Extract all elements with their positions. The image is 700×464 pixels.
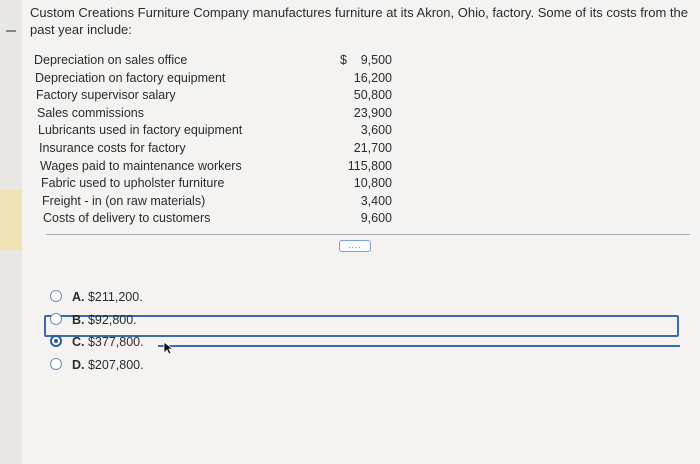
option-text: $207,800. (87, 357, 144, 372)
radio-icon[interactable] (50, 358, 62, 370)
cost-row (34, 122, 404, 140)
radio-selected-icon[interactable] (50, 335, 62, 347)
cost-row (34, 210, 404, 228)
ellipsis-icon: .... (348, 241, 362, 250)
radio-icon[interactable] (50, 313, 62, 325)
answer-options (50, 286, 144, 376)
cost-row (34, 140, 404, 158)
cost-label: Fabric used to upholster furniture (41, 176, 225, 191)
cost-value: 10,800 (353, 176, 392, 191)
left-side-tab (0, 190, 22, 250)
cost-value: 16,200 (353, 70, 392, 85)
cost-label: Factory supervisor salary (36, 88, 176, 103)
cost-value: 21,700 (353, 140, 392, 155)
cost-value: 3,600 (360, 123, 392, 138)
cost-row (34, 175, 404, 193)
cost-label: Wages paid to maintenance workers (40, 158, 242, 173)
cost-label: Sales commissions (37, 105, 144, 120)
cost-row (34, 105, 404, 123)
cost-value: 115,800 (347, 158, 392, 173)
option-a[interactable] (50, 286, 144, 309)
option-c[interactable] (50, 331, 144, 354)
option-letter: A. (72, 290, 85, 304)
option-text: $377,800. (87, 335, 144, 349)
section-divider (46, 234, 690, 235)
cost-row (34, 70, 404, 88)
option-letter: B. (72, 312, 85, 327)
cost-row (34, 193, 404, 211)
cost-value: 23,900 (353, 105, 392, 120)
left-margin-dash (6, 30, 16, 32)
more-info-button[interactable] (339, 240, 371, 252)
cost-label: Freight - in (on raw materials) (42, 193, 206, 208)
cost-row (34, 52, 404, 70)
cost-value: 9,500 (360, 53, 392, 67)
option-text: $211,200. (87, 290, 143, 304)
option-d[interactable] (50, 354, 144, 377)
option-letter: C. (72, 335, 85, 349)
option-text: $92,800. (87, 312, 137, 327)
option-letter: D. (72, 357, 85, 372)
cost-row (34, 158, 404, 176)
cost-table (34, 52, 404, 228)
option-b[interactable] (50, 309, 144, 332)
mouse-pointer-icon (162, 341, 176, 355)
cost-row (34, 87, 404, 105)
cost-label: Depreciation on sales office (34, 53, 188, 67)
cost-label: Costs of delivery to customers (43, 211, 211, 226)
cost-value: 50,800 (353, 88, 392, 103)
radio-icon[interactable] (50, 290, 62, 302)
question-intro: Custom Creations Furniture Company manufactures furniture at its Akron, Ohio, factory. Some of its costs from the past year include: (30, 5, 688, 37)
cost-label: Lubricants used in factory equipment (38, 123, 243, 138)
cost-label: Insurance costs for factory (39, 140, 186, 155)
cost-value: 9,600 (360, 211, 392, 226)
answer-underline (158, 345, 680, 347)
dollar-sign: $ (340, 53, 347, 67)
cost-label: Depreciation on factory equipment (35, 70, 226, 85)
cost-value: 3,400 (360, 193, 392, 208)
